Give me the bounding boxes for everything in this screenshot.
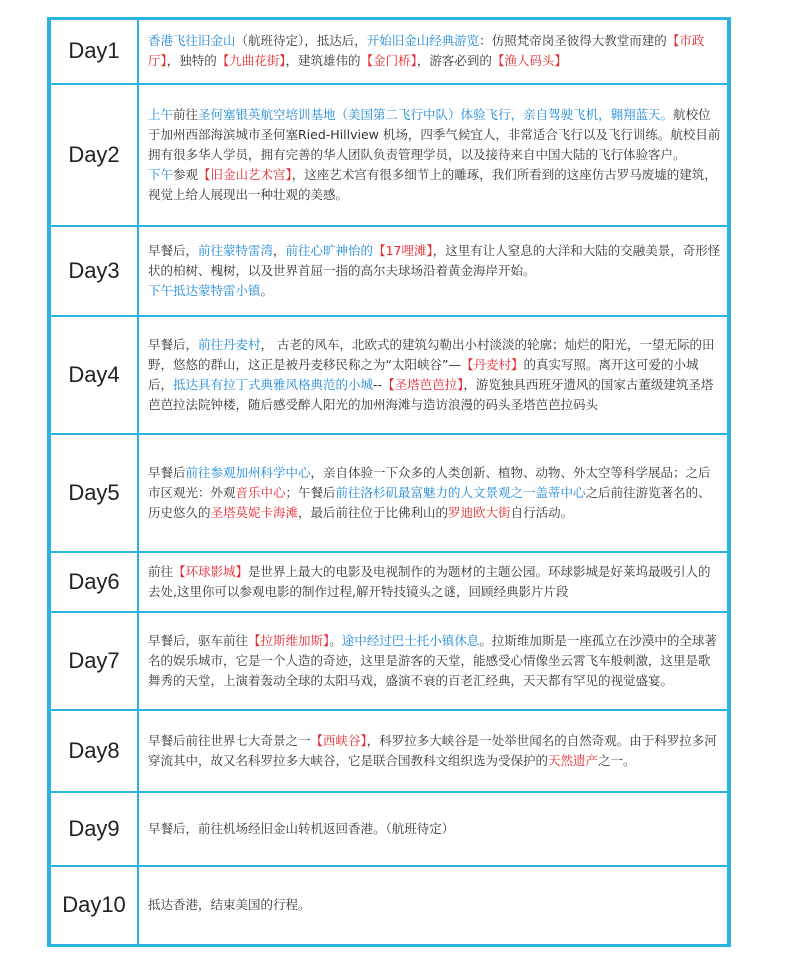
day-description xyxy=(138,612,729,710)
description-segment: ，建筑雄伟的 xyxy=(285,53,361,69)
description-segment: 早餐后， xyxy=(148,336,199,352)
description-segment: ， xyxy=(273,242,286,258)
description-segment: 航校位于加州西部海滨城市圣何塞Ried-Hillview 机场，四季气候宜人，非常适合飞行以及飞行训练。航校目前拥有很多华人学员，拥有完善的华人团队负责管理学员，以及接待来自中国大陆的飞行体验客户。 xyxy=(148,106,721,162)
itinerary-table xyxy=(47,17,731,947)
description-segment: 音乐中心 xyxy=(235,484,286,500)
day-description xyxy=(138,792,729,866)
description-segment: 前往 xyxy=(148,563,174,579)
description-segment: 早餐后，前往机场经旧金山转机返回香港。（航班待定） xyxy=(148,820,455,836)
description-segment: ：仿照梵帝岗圣彼得大教堂而建的 xyxy=(479,33,667,49)
description-segment: ，独特的 xyxy=(166,53,217,69)
itinerary-row xyxy=(49,434,729,552)
description-segment: 【市政厅】 xyxy=(148,33,705,69)
description-segment: 体验飞行 xyxy=(460,106,511,122)
description-segment: ， 古老的风车，北欧式的建筑勾勒出小村淡淡的轮廓；灿烂的阳光，一望无际的田野，悠悠的群山，这正是被丹麦移民称之为“太阳峡谷”— xyxy=(148,336,715,372)
day-description xyxy=(138,710,729,792)
day-label: Day8 xyxy=(49,710,138,792)
itinerary-row xyxy=(49,612,729,710)
day-description xyxy=(138,226,729,316)
description-segment: ，亲自体验一下众多的人类创新、植物、动物、外太空等科学展品；之后市区观光：外观 xyxy=(148,464,711,500)
description-segment: 前往丹麦村 xyxy=(198,336,261,352)
day-label: Day1 xyxy=(49,19,138,84)
description-segment: 圣塔莫妮卡海滩 xyxy=(210,504,299,520)
itinerary-table-body xyxy=(49,19,729,946)
itinerary-row xyxy=(49,710,729,792)
day-label: Day2 xyxy=(49,84,138,226)
day-description xyxy=(138,84,729,226)
day-description xyxy=(138,434,729,552)
day-label: Day10 xyxy=(49,866,138,946)
day-label: Day4 xyxy=(49,316,138,434)
description-segment: 罗迪欧大街 xyxy=(448,504,511,520)
description-segment: 自行活动。 xyxy=(510,504,574,520)
description-segment: 【金门桥】 xyxy=(360,53,417,69)
itinerary-row xyxy=(49,226,729,316)
description-segment: 【九曲花街】 xyxy=(216,53,286,69)
description-segment: 的真实写照。离开这可爱的小城后， xyxy=(148,356,699,392)
description-segment: 【丹麦村】 xyxy=(460,356,524,372)
description-segment: 。 xyxy=(329,632,342,648)
description-segment: ，这里有让人窒息的大洋和大陆的交融美景，奇形怪状的柏树、槐树，以及世界首屈一指的高尔夫球场沿着黄金海岸开始。 xyxy=(148,242,721,278)
description-segment: ，亲自驾驶飞机，翱翔蓝天。 xyxy=(510,106,674,122)
description-segment: 早餐后前往世界七大奇景之一 xyxy=(148,732,311,748)
description-segment: 参观 xyxy=(173,166,199,182)
description-segment: 前往 xyxy=(173,106,199,122)
itinerary-row xyxy=(49,866,729,946)
description-segment: 【渔人码头】 xyxy=(491,53,567,69)
description-segment: 【圣塔芭芭拉】 xyxy=(382,376,464,392)
description-segment: 前往参观 xyxy=(185,464,236,480)
description-segment: 圣何塞银英航空培训基地（美国第二飞行中队） xyxy=(198,106,461,122)
description-segment: 开始旧金山经典游览 xyxy=(366,33,480,49)
description-segment: 。拉斯维加斯是一座孤立在沙漠中的全球著名的娱乐城市，它是一个人造的奇迹，这里是游客的天堂，能感受心情像坐云霄飞车般刺激，这里是歌舞秀的天堂，上演着轰动全球的太阳马戏，盛演不衰的百老汇经典，天天都有罕见的视觉盛宴。 xyxy=(148,632,717,688)
description-segment: 上午 xyxy=(148,106,174,122)
description-segment: 早餐后， xyxy=(148,242,199,258)
itinerary-row xyxy=(49,19,729,84)
description-segment: 是世界上最大的电影及电视制作的为题材的主题公园。环球影城是好莱坞最吸引人的去处,这里你可以参观电影的制作过程,解开特技镜头之谜，回顾经典影片片段 xyxy=(148,563,711,599)
description-segment: 【17哩滩】 xyxy=(373,242,433,258)
description-segment: 【环球影城】 xyxy=(173,563,249,579)
description-segment: 天然遗产 xyxy=(548,752,599,768)
itinerary-row xyxy=(49,84,729,226)
description-segment: 之后前往游览著名的、历史悠久的 xyxy=(148,484,711,520)
description-segment: 抵达具有拉丁式典雅风格典范的小城 xyxy=(173,376,374,392)
itinerary-row xyxy=(49,316,729,434)
day-label: Day6 xyxy=(49,552,138,612)
description-segment: ，最后前往位于比佛利山的 xyxy=(298,504,449,520)
description-segment: 香港飞往旧金山 xyxy=(148,33,236,49)
day-label: Day7 xyxy=(49,612,138,710)
description-segment: 前往心旷神怡的 xyxy=(285,242,374,258)
description-segment: 早餐后，驱车前往 xyxy=(148,632,249,648)
description-segment: 【旧金山艺术宫】 xyxy=(198,166,292,182)
itinerary-row xyxy=(49,792,729,866)
description-segment: 途中经过巴士托小镇休息 xyxy=(341,632,480,648)
description-segment: ，这座艺术宫有很多细节上的雕琢，我们所看到的这座仿古罗马废墟的建筑，视觉上给人展现出一种壮观的美感。 xyxy=(148,166,717,202)
description-segment: ，游客必到的 xyxy=(416,53,492,69)
day-description xyxy=(138,552,729,612)
description-segment: 下午抵达蒙特雷小镇 xyxy=(148,282,261,298)
day-label: Day9 xyxy=(49,792,138,866)
description-segment: -- xyxy=(373,376,383,392)
day-description xyxy=(138,866,729,946)
description-segment: 之一。 xyxy=(598,752,636,768)
description-segment: 加州科学中心 xyxy=(235,464,311,480)
description-segment: 【拉斯维加斯】 xyxy=(248,632,330,648)
itinerary-row xyxy=(49,552,729,612)
description-segment: 【西峡谷】 xyxy=(310,732,367,748)
day-description xyxy=(138,19,729,84)
description-segment: 前往洛杉矶最富魅力的人文景观之一盖蒂中心 xyxy=(335,484,586,500)
description-segment: ，游览独具西班牙遗风的国家古董级建筑圣塔芭芭拉法院钟楼，随后感受醉人阳光的加州海滩与造访浪漫的码头圣塔芭芭拉码头 xyxy=(148,376,714,412)
description-segment: ，科罗拉多大峡谷是一处举世闻名的自然奇观。由于科罗拉多河穿流其中，故又名科罗拉多大峡谷，它是联合国教科文组织选为受保护的 xyxy=(148,732,717,768)
description-segment: 。 xyxy=(260,282,274,298)
description-segment: （航班待定），抵达后， xyxy=(235,33,367,49)
description-segment: 早餐后 xyxy=(148,464,186,480)
description-segment: 前往蒙特雷湾 xyxy=(198,242,274,258)
day-description xyxy=(138,316,729,434)
day-label: Day3 xyxy=(49,226,138,316)
description-segment: ；午餐后 xyxy=(285,484,336,500)
description-segment: 下午 xyxy=(148,166,174,182)
description-segment: 抵达香港，结束美国的行程。 xyxy=(148,897,311,913)
day-label: Day5 xyxy=(49,434,138,552)
